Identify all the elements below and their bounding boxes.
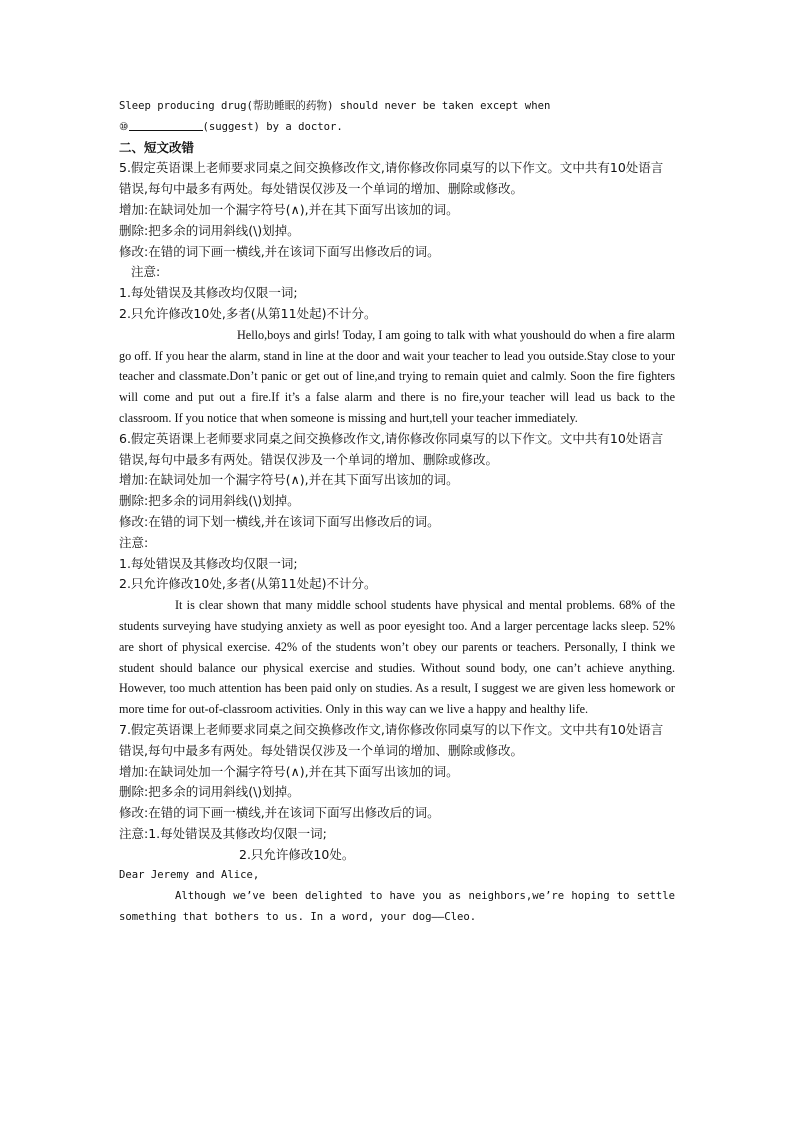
q6-note-heading: 注意: bbox=[119, 534, 149, 550]
q7-delete-rule: 删除:把多余的词用斜线(\)划掉。 bbox=[119, 784, 300, 800]
q5-instruction-text: 5.假定英语课上老师要求同桌之间交换修改作文,请你修改你同桌写的以下作文。文中共有10处语言错误,每句中最多有两处。每处错误仅涉及一个单词的增加、删除或修改。 bbox=[119, 160, 664, 197]
q5-note-2: 2.只允许修改10处,多者(从第11处起)不计分。 bbox=[119, 305, 377, 321]
blank-number: ⑩ bbox=[119, 120, 129, 133]
q5-modify-rule: 修改:在错的词下画一横线,并在该词下面写出修改后的词。 bbox=[119, 243, 440, 259]
q7-modify-rule: 修改:在错的词下画一横线,并在该词下面写出修改后的词。 bbox=[119, 805, 440, 821]
q6-delete-rule: 删除:把多余的词用斜线(\)划掉。 bbox=[119, 493, 300, 509]
answer-blank bbox=[129, 118, 203, 131]
q5-instruction bbox=[119, 158, 675, 200]
document-page bbox=[119, 96, 675, 928]
q6-note-2: 2.只允许修改10处,多者(从第11处起)不计分。 bbox=[119, 576, 377, 592]
q5-note-1: 1.每处错误及其修改均仅限一词; bbox=[119, 285, 298, 301]
intro-line-2-text: (suggest) by a doctor. bbox=[202, 120, 343, 133]
q7-passage bbox=[119, 886, 675, 928]
q6-instruction-text: 6.假定英语课上老师要求同桌之间交换修改作文,请你修改你同桌写的以下作文。文中共有10处语言错误,每句中最多有两处。错误仅涉及一个单词的增加、删除或修改。 bbox=[119, 430, 664, 467]
q6-instruction bbox=[119, 429, 675, 471]
q7-salutation: Dear Jeremy and Alice, bbox=[119, 869, 260, 882]
q5-add-rule: 增加:在缺词处加一个漏字符号(∧),并在其下面写出该加的词。 bbox=[119, 201, 459, 217]
q5-note-heading: 注意: bbox=[131, 264, 161, 280]
q7-instruction bbox=[119, 720, 675, 762]
q6-add-rule: 增加:在缺词处加一个漏字符号(∧),并在其下面写出该加的词。 bbox=[119, 472, 459, 488]
q6-passage bbox=[119, 595, 675, 720]
q7-add-rule: 增加:在缺词处加一个漏字符号(∧),并在其下面写出该加的词。 bbox=[119, 763, 459, 779]
section-title: 二、短文改错 bbox=[119, 139, 195, 155]
q5-passage-text: Hello,boys and girls! Today, I am going to talk with what youshould do when a fire alarm go off. If you hear the alarm, stand in line at the door and wait your teacher to lead you outside.Stay close to your teacher and classmate.Don’t panic or get out of line,and trying to remain quiet and calmly. Soon the fire fighters will come and put out a fire.If it’s a false alarm and there is no fire,your teacher will lead us back to the classroom. If you notice that when someone is missing and hurt,tell your teacher immediately. bbox=[119, 327, 675, 425]
q5-delete-rule: 删除:把多余的词用斜线(\)划掉。 bbox=[119, 222, 300, 238]
q6-modify-rule: 修改:在错的词下划一横线,并在该词下面写出修改后的词。 bbox=[119, 513, 440, 529]
q7-note-1: 注意:1.每处错误及其修改均仅限一词; bbox=[119, 825, 327, 841]
intro-line-1: Sleep producing drug(帮助睡眠的药物) should never be taken except when bbox=[119, 100, 551, 112]
q7-instruction-text: 7.假定英语课上老师要求同桌之间交换修改作文,请你修改你同桌写的以下作文。文中共有10处语言错误,每句中最多有两处。每处错误仅涉及一个单词的增加、删除或修改。 bbox=[119, 721, 664, 758]
q7-note-2: 2.只允许修改10处。 bbox=[239, 846, 355, 862]
q5-passage bbox=[119, 325, 675, 429]
q6-note-1: 1.每处错误及其修改均仅限一词; bbox=[119, 555, 298, 571]
intro-line-2 bbox=[119, 117, 675, 138]
q6-passage-text: It is clear shown that many middle school students have physical and mental problems. 68% of the students surveying have studying anxiety as well as poor eyesight too. And a larger percentage lacks sleep. 52% are short of physical exercise. 42% of the students won’t obey our parents or teachers. Personally, I think we student should balance our physical exercise and studies. Without sound body, one can’t achieve anything. However, too much attention has been paid only on studies. As a result, I suggest we are given less homework or more time for out-of-classroom activities. Only in this way can we live a happy and healthy life. bbox=[119, 598, 675, 717]
q7-passage-text: Although we’ve been delighted to have you as neighbors,we’re hoping to settle something that bothers to us. In a word, your dog——Cleo. bbox=[119, 890, 675, 924]
